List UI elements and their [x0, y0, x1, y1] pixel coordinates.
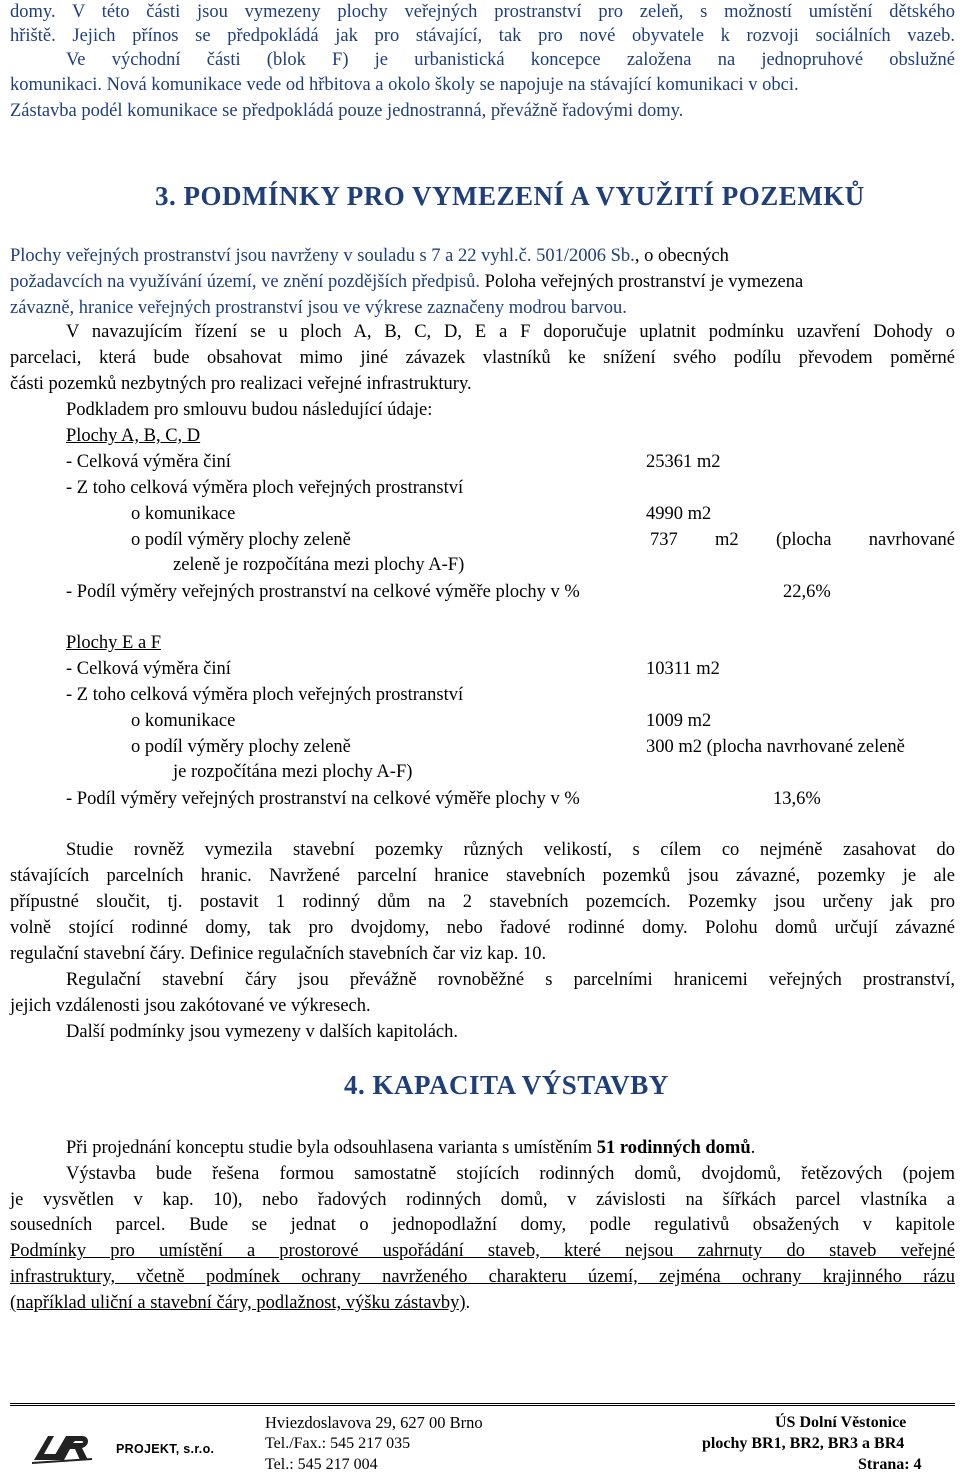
s3-p1-line-1-b: , o obecných — [634, 246, 729, 266]
footer-page: Strana: 4 — [858, 1456, 922, 1473]
s3-p4-line-1: Studie rovněž vymezila stavební pozemky různých velikostí, s cílem co nejméně zasahovat do — [66, 840, 955, 860]
group1-road-value: 4990 m2 — [646, 504, 712, 524]
s4-p2-underlined-3: (například uliční a stavební čáry, podlažnost, výšku zástavby) — [10, 1293, 466, 1313]
s3-p4-line-4: volně stojící rodinné domy, tak pro dvojdomy, nebo řadové rodinné domy. Polohu domů určují závazné — [10, 918, 955, 938]
group1-green-label: o podíl výměry plochy zeleně — [131, 530, 351, 550]
s4-p1 — [66, 1136, 755, 1160]
footer-areas: plochy BR1, BR2, BR3 a BR4 — [702, 1435, 905, 1452]
section-4-heading: 4. KAPACITA VÝSTAVBY — [344, 1070, 669, 1100]
s3-p1-line-2-b: Poloha veřejných prostranství je vymezena — [480, 272, 804, 292]
group2-green-value: 300 m2 (plocha navrhované zeleně — [646, 737, 905, 757]
s3-p3: Podkladem pro smlouvu budou následující údaje: — [66, 400, 433, 420]
intro-line-1: domy. V této části jsou vymezeny plochy veřejných prostranství pro zeleň, s možností umístění dětského — [10, 2, 955, 22]
s3-p1-line-1 — [10, 244, 955, 268]
group2-road-value: 1009 m2 — [646, 711, 712, 731]
s4-p1-a: Při projednání konceptu studie byla odsouhlasena varianta s umístěním — [66, 1138, 597, 1158]
s4-p2-line-1: Výstavba bude řešena formou samostatně stojících rodinných domů, dvojdomů, řetězových (pojem — [66, 1164, 955, 1184]
s4-p1-c: . — [750, 1138, 756, 1158]
s3-p2-line-1: V navazujícím řízení se u ploch A, B, C, D, E a F doporučuje uplatnit podmínku uzavření Dohody o — [66, 322, 955, 342]
footer-address: Hviezdoslavova 29, 627 00 Brno — [265, 1413, 483, 1432]
group1-share-label: - Podíl výměry veřejných prostranství na celkové výměře plochy v % — [66, 582, 580, 602]
s4-p2-line-last — [10, 1291, 470, 1315]
group1-green-value: 737 m2 (plocha navrhované — [650, 530, 955, 550]
s3-p4-line-5: regulační stavební čáry. Definice regulačních stavebních čar viz kap. 10. — [10, 944, 547, 964]
group2-green-cont: je rozpočítána mezi plochy A-F) — [173, 762, 413, 782]
group2-share-label: - Podíl výměry veřejných prostranství na celkové výměře plochy v % — [66, 789, 580, 809]
s3-p1-line-3: závazně, hranice veřejných prostranství jsou ve výkrese zaznačeny modrou barvou. — [10, 298, 627, 318]
s3-p4-line-3: přípustné sloučit, tj. postavit 1 rodinný dům na 2 stavebních pozemcích. Pozemky jsou určeny jak pro — [10, 892, 955, 912]
group1-total-label: - Celková výměra činí — [66, 452, 231, 472]
group1-road-label: o komunikace — [131, 504, 236, 524]
group2-green-label: o podíl výměry plochy zeleně — [131, 737, 351, 757]
group2-total-value: 10311 m2 — [646, 659, 720, 679]
s3-p6: Další podmínky jsou vymezeny v dalších kapitolách. — [66, 1022, 459, 1042]
group2-road-label: o komunikace — [131, 711, 236, 731]
s3-p2-line-3: části pozemků nezbytných pro realizaci veřejné infrastruktury. — [10, 374, 472, 394]
footer-project: ÚS Dolní Věstonice — [775, 1414, 907, 1431]
s3-p5-line-2: jejich vzdálenosti jsou zakótované ve výkresech. — [10, 996, 371, 1016]
footer-telfax: Tel./Fax.: 545 217 035 — [265, 1435, 411, 1452]
s3-p4-line-2: stávajících parcelních hranic. Navržené parcelní hranice stavebních pozemků jsou závazné, pozemky je ale — [10, 866, 955, 886]
s3-p1-line-2-a: požadavcích na využívání území, ve znění pozdějších předpisů. — [10, 272, 481, 292]
s4-p2-end: . — [465, 1293, 471, 1313]
intro-line-2: hřiště. Jejich přínos se předpokládá jak pro stávající, tak pro nové obyvatele k rozvoji sociálních vazeb. — [10, 26, 955, 46]
s4-p2-line-2: je vysvětlen v kap. 10), nebo řadových rodinných domů, v závislosti na šířkách parcel vlastníka a — [10, 1190, 955, 1210]
group2-share-value: 13,6% — [773, 789, 821, 809]
footer-rule — [10, 1403, 955, 1406]
group1-public-label: - Z toho celková výměra ploch veřejných prostranství — [66, 478, 464, 498]
s3-p1-line-1-a: Plochy veřejných prostranství jsou navrženy v souladu s 7 a 22 vyhl.č. 501/2006 Sb. — [10, 246, 635, 266]
s3-p5-line-1: Regulační stavební čáry jsou převážně rovnoběžné s parcelními hranicemi veřejných prostranství, — [66, 970, 955, 990]
group1-total-value: 25361 m2 — [646, 452, 721, 472]
section-3-heading: 3. PODMÍNKY PRO VYMEZENÍ A VYUŽITÍ POZEMKŮ — [155, 181, 865, 211]
group1-green-cont: zeleně je rozpočítána mezi plochy A-F) — [173, 555, 465, 575]
group1-share-value: 22,6% — [783, 582, 831, 602]
group2-total-label: - Celková výměra činí — [66, 659, 231, 679]
group2-public-label: - Z toho celková výměra ploch veřejných prostranství — [66, 685, 464, 705]
company-logo — [30, 1428, 230, 1468]
intro-line-3: Ve východní části (blok F) je urbanistická koncepce založena na jednopruhové obslužné — [66, 50, 955, 70]
group2-title: Plochy E a F — [66, 633, 162, 653]
s4-p2-underlined-1: Podmínky pro umístění a prostorové uspořádání staveb, které nejsou zahrnuty do staveb veřejné — [10, 1241, 955, 1261]
s3-p1-line-2 — [10, 270, 803, 294]
logo-text: PROJEKT, s.r.o. — [116, 1442, 215, 1456]
footer-tel: Tel.: 545 217 004 — [265, 1456, 378, 1473]
s4-p2-line-3: sousedních parcel. Bude se jednat o jednopodlažní domy, podle regulativů obsažených v kapitole — [10, 1215, 955, 1235]
s3-p2-line-2: parcelaci, která bude obsahovat mimo jiné závazek vlastníků ke snížení svého podílu převodem poměrné — [10, 348, 955, 368]
group1-title: Plochy A, B, C, D — [66, 426, 201, 446]
intro-line-4: komunikaci. Nová komunikace vede od hřbitova a okolo školy se napojuje na stávající komunikaci v obci. — [10, 75, 799, 95]
s4-p2-underlined-2: infrastruktury, včetně podmínek ochrany navrženého charakteru území, zejména ochrany krajinného rázu — [10, 1267, 955, 1287]
s4-p1-b: 51 rodinných domů — [596, 1138, 751, 1158]
intro-line-5: Zástavba podél komunikace se předpokládá pouze jednostranná, převážně řadovými domy. — [10, 101, 684, 121]
